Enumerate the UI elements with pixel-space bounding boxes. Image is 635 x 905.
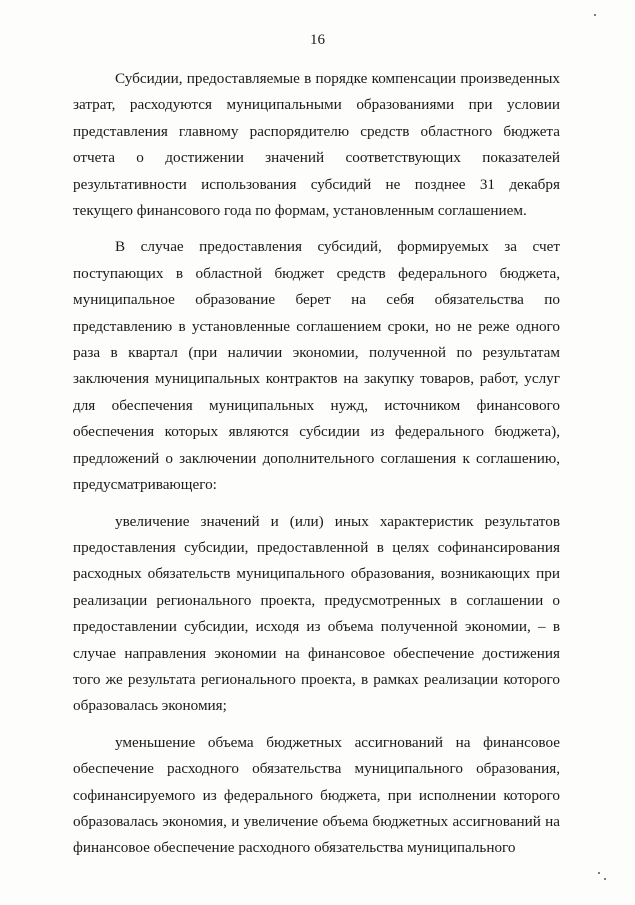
scan-speck (594, 14, 596, 16)
scan-speck (598, 872, 600, 874)
paragraph-federal-budget-obligations: В случае предоставления субсидий, формируемых за счет поступающих в областной бюджет средств федерального бюджета, муниципальное образование берет на себя обязательства по представлению в установленные соглашением сроки, но не реже одного раза в квартал (при наличии экономии, полученной по результатам заключения муниципальных контрактов на закупку товаров, работ, услуг для обеспечения муниципальных нужд, источником финансового обеспечения которых являются субсидии из федерального бюджета), предложений о заключении дополнительного соглашения к соглашению, предусматривающего: (73, 238, 560, 494)
paragraph-decrease-allocations: уменьшение объема бюджетных ассигнований на финансовое обеспечение расходного обязательства муниципального образования, софинансируемого из федерального бюджета, при исполнении которого образовалась экономия, и увеличение объема бюджетных ассигнований на финансовое обеспечение расходного обязательства муниципального (73, 733, 560, 857)
document-body (73, 66, 560, 862)
paragraph-compensation-subsidies: Субсидии, предоставляемые в порядке компенсации произведенных затрат, расходуются муниципальными образованиями при условии представления главному распорядителю средств областного бюджета отчета о достижении значений соответствующих показателей результативности использования субсидий не позднее 31 декабря текущего финансового года по формам, установленным соглашением. (73, 70, 560, 220)
paragraph-increase-results: увеличение значений и (или) иных характеристик результатов предоставления субсидии, предоставленной в целях софинансирования расходных обязательств муниципального образования, возникающих при реализации регионального проекта, предусмотренных в соглашении о предоставлении субсидии, исходя из объема полученной экономии, – в случае направления экономии на финансовое обеспечение достижения того же результата регионального проекта, в рамках реализации которого образовалась экономия; (73, 512, 560, 715)
scan-speck (604, 878, 606, 880)
page-number: 16 (310, 32, 325, 48)
